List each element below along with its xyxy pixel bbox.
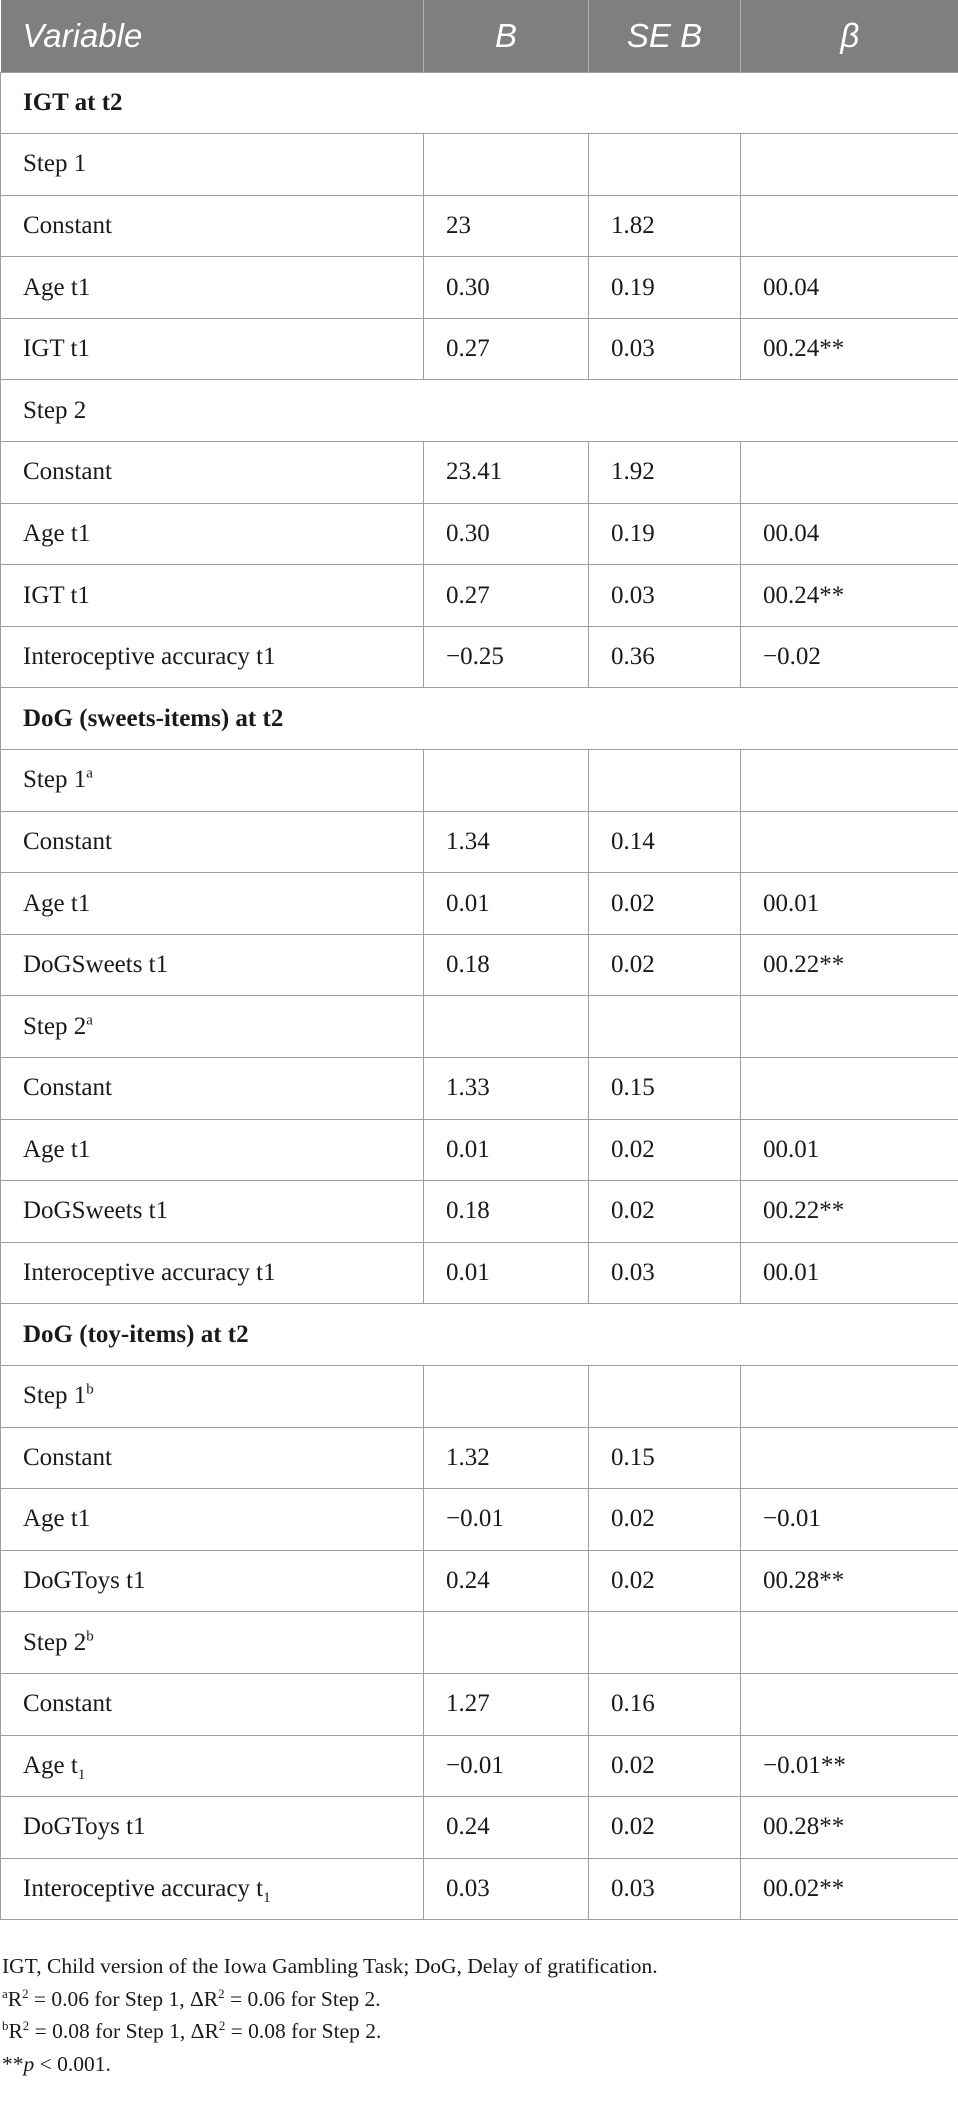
variable-cell: Age t1 [1,1489,424,1551]
b-cell: 1.27 [424,1673,589,1735]
step-row [1,1365,958,1427]
table-row [1,503,958,565]
beta-cell: −0.01** [741,1735,958,1797]
table-row [1,318,958,380]
se-b-cell: 0.15 [589,1058,741,1120]
beta-cell: 00.04 [741,257,958,319]
se-b-cell: 1.92 [589,442,741,504]
se-b-cell: 0.02 [589,1181,741,1243]
beta-cell: −0.02 [741,626,958,688]
table-body [1,72,958,1920]
se-b-cell: 1.82 [589,195,741,257]
table-row [1,934,958,996]
step-label: Step 1$^b$ [1,1365,424,1427]
se-b-cell: 0.03 [589,318,741,380]
section-row [1,72,958,134]
b-cell [424,1612,589,1674]
se-b-cell: 0.19 [589,503,741,565]
se-b-cell: 0.36 [589,626,741,688]
se-b-cell: 0.02 [589,1550,741,1612]
b-cell: 0.30 [424,503,589,565]
beta-cell: 00.01 [741,1242,958,1304]
b-cell: 0.24 [424,1797,589,1859]
table-row [1,1242,958,1304]
se-b-cell: 0.19 [589,257,741,319]
se-b-cell: 0.15 [589,1427,741,1489]
table-row [1,1797,958,1859]
section-title: IGT at t2 [1,72,958,134]
variable-cell: DoGToys t1 [1,1550,424,1612]
table-row [1,1181,958,1243]
table-notes [0,1950,958,2080]
table-row [1,1427,958,1489]
table-row [1,257,958,319]
table-row [1,1673,958,1735]
step-footnote-marker: b [86,1628,94,1645]
section-row [1,688,958,750]
b-cell: 1.34 [424,811,589,873]
se-b-cell [589,996,741,1058]
table-row [1,1058,958,1120]
section-title: DoG (sweets-items) at t2 [1,688,958,750]
section-row [1,1304,958,1366]
beta-cell [741,442,958,504]
b-cell: −0.25 [424,626,589,688]
beta-cell: −0.01 [741,1489,958,1551]
step-label: Step 1$^a$ [1,750,424,812]
b-cell: 0.27 [424,318,589,380]
b-cell: 0.18 [424,1181,589,1243]
beta-cell: 00.04 [741,503,958,565]
variable-cell: Age t1 [1,257,424,319]
se-b-cell: 0.14 [589,811,741,873]
step-row [1,1612,958,1674]
se-b-cell [589,134,741,196]
beta-cell: 00.28** [741,1550,958,1612]
variable-cell: Constant [1,1673,424,1735]
b-cell: 1.32 [424,1427,589,1489]
table-row [1,1550,958,1612]
header-beta: β [741,0,958,72]
header-se-b: SE B [589,0,741,72]
note-a: $^aR^2 = 0.06$ for Step 1, $\Delta R^2 = 0.06$ for Step 2. [2,1986,381,2011]
b-cell: 23.41 [424,442,589,504]
beta-cell [741,750,958,812]
step-row [1,996,958,1058]
beta-cell [741,1612,958,1674]
beta-cell [741,996,958,1058]
variable-cell: Interoceptive accuracy t1 [1,1242,424,1304]
table-row [1,442,958,504]
table-row [1,811,958,873]
b-cell: 0.30 [424,257,589,319]
se-b-cell: 0.02 [589,1797,741,1859]
header-b: B [424,0,589,72]
table-row [1,626,958,688]
beta-cell [741,134,958,196]
table-row [1,873,958,935]
b-cell: 0.01 [424,1242,589,1304]
variable-cell: DoGSweets t1 [1,1181,424,1243]
se-b-cell [589,1612,741,1674]
step-row [1,750,958,812]
beta-cell [741,1427,958,1489]
b-cell [424,750,589,812]
b-cell: 0.01 [424,1119,589,1181]
se-b-cell: 0.03 [589,1242,741,1304]
b-cell: −0.01 [424,1735,589,1797]
se-b-cell: 0.16 [589,1673,741,1735]
b-cell: 0.01 [424,873,589,935]
beta-cell [741,1673,958,1735]
note-b: $^bR^2 = 0.08$ for Step 1, $\Delta R^2 = 0.08$ for Step 2. [2,2019,382,2044]
variable-cell: Constant [1,442,424,504]
se-b-cell: 0.02 [589,934,741,996]
step-label: Step 2$^a$ [1,996,424,1058]
se-b-cell: 0.02 [589,1489,741,1551]
beta-cell: 00.01 [741,1119,958,1181]
step-row [1,380,958,442]
b-cell: 0.27 [424,565,589,627]
table-row [1,1858,958,1920]
step-footnote-marker: b [86,1381,94,1398]
beta-cell: 00.24** [741,565,958,627]
step-label: Step 1 [1,134,424,196]
variable-cell: DoGSweets t1 [1,934,424,996]
table-row [1,1735,958,1797]
header-row [1,0,958,72]
beta-cell: 00.24** [741,318,958,380]
step-footnote-marker: a [86,1012,93,1029]
se-b-cell: 0.02 [589,1119,741,1181]
variable-cell: Age t1 [1,873,424,935]
beta-cell: 00.01 [741,873,958,935]
note-significance: **p < 0.001. [2,2051,111,2076]
beta-cell [741,1365,958,1427]
step-row [1,134,958,196]
variable-cell: Constant [1,1427,424,1489]
beta-cell: 00.22** [741,934,958,996]
header-variable: Variable [1,0,424,72]
beta-cell [741,195,958,257]
se-b-cell [589,1365,741,1427]
variable-cell: Age t1 [1,1119,424,1181]
b-cell: 0.24 [424,1550,589,1612]
variable-cell: Interoceptive accuracy t1 [1,626,424,688]
beta-cell: 00.28** [741,1797,958,1859]
variable-cell: IGT t1 [1,565,424,627]
se-b-cell: 0.02 [589,873,741,935]
b-cell: 0.03 [424,1858,589,1920]
b-cell: 23 [424,195,589,257]
variable-cell: Age $t_1$ [1,1735,424,1797]
beta-cell [741,811,958,873]
table-row [1,1119,958,1181]
variable-cell: IGT t1 [1,318,424,380]
variable-cell: Constant [1,195,424,257]
section-title: DoG (toy-items) at t2 [1,1304,958,1366]
beta-cell [741,1058,958,1120]
b-cell [424,1365,589,1427]
note-abbreviations: IGT, Child version of the Iowa Gambling Task; DoG, Delay of gratification. [2,1954,658,1979]
beta-cell: 00.22** [741,1181,958,1243]
se-b-cell: 0.03 [589,565,741,627]
beta-cell: 00.02** [741,1858,958,1920]
b-cell [424,134,589,196]
step-label: Step 2 [1,380,958,442]
b-cell: −0.01 [424,1489,589,1551]
b-cell: 1.33 [424,1058,589,1120]
step-label: Step 2$^b$ [1,1612,424,1674]
variable-cell: Constant [1,811,424,873]
variable-cell: Interoceptive accuracy $t_1$ [1,1858,424,1920]
variable-cell: DoGToys t1 [1,1797,424,1859]
variable-cell: Constant [1,1058,424,1120]
b-cell [424,996,589,1058]
table-row [1,195,958,257]
table-row [1,1489,958,1551]
b-cell: 0.18 [424,934,589,996]
se-b-cell [589,750,741,812]
se-b-cell: 0.03 [589,1858,741,1920]
table-row [1,565,958,627]
step-footnote-marker: a [86,766,93,782]
variable-cell: Age t1 [1,503,424,565]
se-b-cell: 0.02 [589,1735,741,1797]
